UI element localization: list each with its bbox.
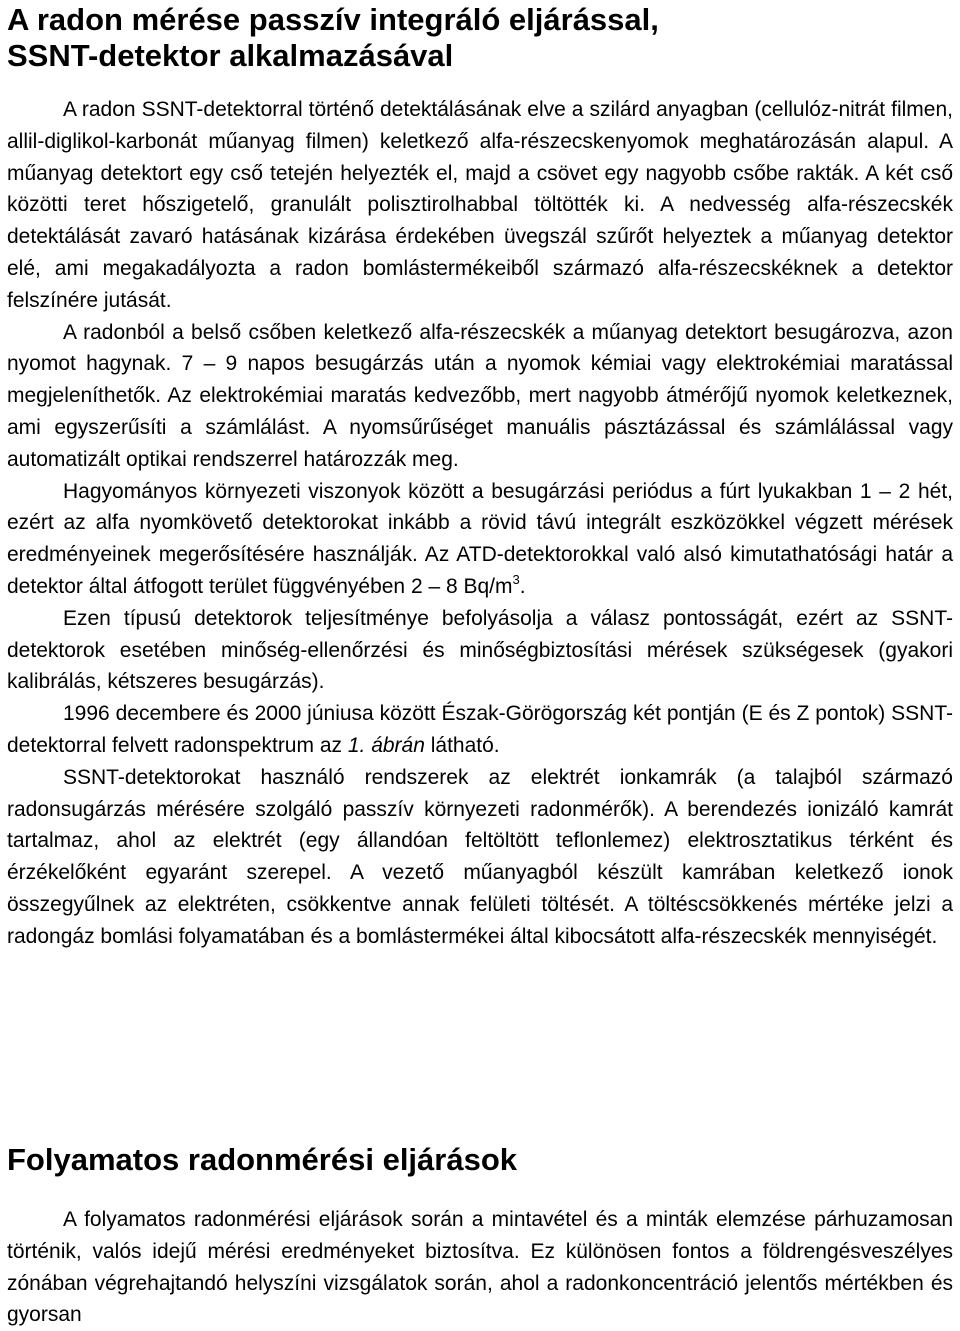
paragraph-spectrum: [7, 698, 953, 762]
paragraph-continuous: A folyamatos radonmérési eljárások során a mintavétel és a minták elemzése párhuzamosan történik, valós idejű mérési eredményeket biztosítva. Ez különösen fontos a földrengésveszélyes zónában végrehajtandó helyszíni vizsgálatok során, ahol a radonkoncentráció jelentős mértékben és gyorsan: [7, 1208, 953, 1327]
document-page: [7, 0, 953, 1327]
paragraph-spectrum-end: látható.: [424, 733, 500, 757]
paragraph-spectrum-text: 1996 decembere és 2000 júniusa között Észak-Görögország két pontján (E és Z pontok) SSNT-detektorral felvett radonspektrum az: [7, 702, 953, 757]
main-title: [7, 2, 953, 74]
main-title-line2: SSNT-detektor alkalmazásával: [7, 38, 454, 73]
paragraph-exposure: [7, 476, 953, 603]
paragraph-quality: Ezen típusú detektorok teljesítménye befolyásolja a válasz pontosságát, ezért az SSNT-detektorok esetében minőség-ellenőrzési és minőségbiztosítási mérések szükségesek (gyakori kalibrálás, kétszeres besugárzás).: [7, 606, 953, 694]
superscript-3: 3: [512, 571, 520, 587]
section-continuous-body: [7, 1204, 953, 1331]
section-ssnt-body: [7, 94, 953, 953]
paragraph-principle: A radon SSNT-detektorral történő detektálásának elve a szilárd anyagban (cellulóz-nitrát filmen, allil-diglikol-karbonát műanyag filmen) keletkező alfa-részecskenyomok meghatározásán alapul. A műanyag detektort egy cső tetején helyezték el, majd a csövet egy nagyobb csőbe rakták. A két cső közötti teret hőszigetelő, granulált polisztirolhabbal töltötték ki. A nedvesség alfa-részecskék detektálását zavaró hatásának kizárása érdekében üvegszál szűrőt helyeztek a műanyag detektor elé, ami megakadályozta a radon bomlástermékeiből származó alfa-részecskéknek a detektor felszínére jutását.: [7, 98, 953, 312]
main-title-line1: A radon mérése passzív integráló eljárással,: [7, 2, 659, 37]
paragraph-exposure-end: .: [519, 574, 526, 598]
section-heading-continuous: Folyamatos radonmérési eljárások: [7, 1142, 518, 1177]
figure-reference: 1. ábrán: [347, 733, 425, 757]
paragraph-tracks: A radonból a belső csőben keletkező alfa-részecskék a műanyag detektort besugározva, azon nyomot hagynak. 7 – 9 napos besugárzás után a nyomok kémiai vagy elektrokémiai maratással megjeleníthetők. Az elektrokémiai maratás kedvezőbb, mert nagyobb átmérőjű nyomok keletkeznek, ami egyszerűsíti a számlálást. A nyomsűrűséget manuális pásztázással és számlálással vagy automatizált optikai rendszerrel határozzák meg.: [7, 320, 953, 471]
paragraph-exposure-text: Hagyományos környezeti viszonyok között a besugárzási periódus a fúrt lyukakban 1 – 2 hét, ezért az alfa nyomkövető detektorokat inkább a rövid távú integrált eszközökkel végzett mérések eredményeinek megerősítésére használják. Az ATD-detektorokkal való alsó kimutathatósági határ a detektor által átfogott terület függvényében 2 – 8 Bq/m: [7, 479, 953, 598]
paragraph-electret: SSNT-detektorokat használó rendszerek az elektrét ionkamrák (a talajból származó radonsugárzás mérésére szolgáló passzív környezeti radonmérők). A berendezés ionizáló kamrát tartalmaz, ahol az elektrét (egy állandóan feltöltött teflonlemez) elektrosztatikus térként és érzékelőként egyaránt szerepel. A vezető műanyagból készült kamrában keletkező ionok összegyűlnek az elektréten, csökkentve annak felületi töltését. A töltéscsökkenés mértéke jelzi a radongáz bomlási folyamatában és a bomlástermékei által kibocsátott alfa-részecskék mennyiségét.: [7, 765, 953, 948]
